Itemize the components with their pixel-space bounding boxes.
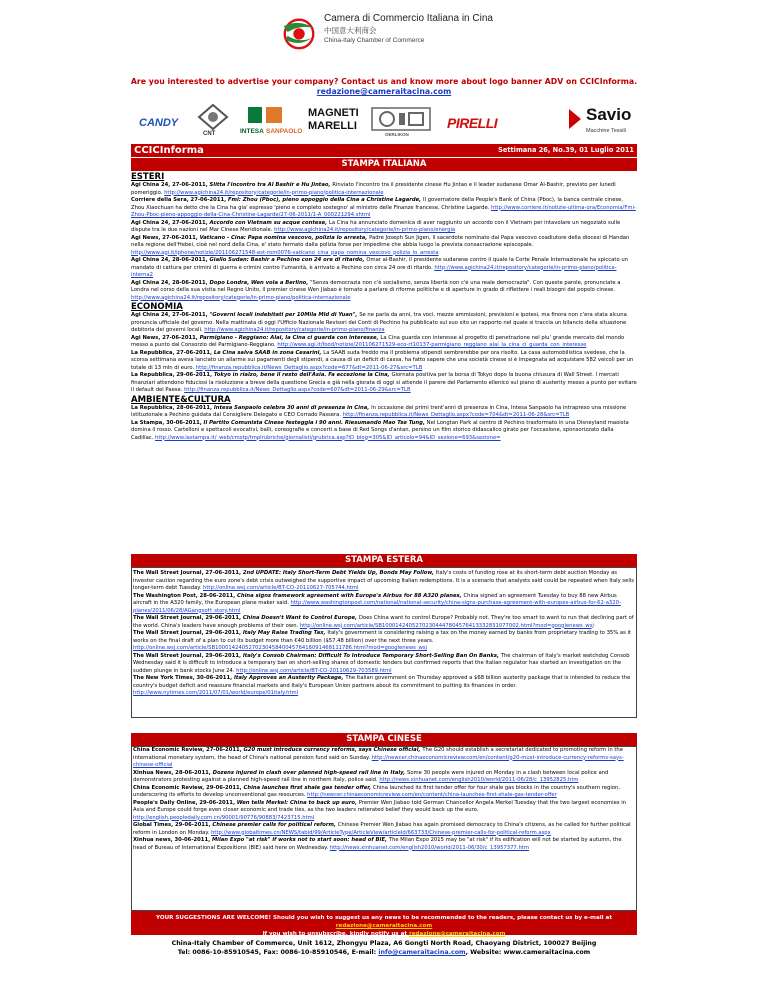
news-headline: Milan Expo "at risk" if works not to start soon: head of BIE, <box>211 837 389 843</box>
sponsor-sanpaolo-logo[interactable]: SANPAOLO <box>266 128 303 135</box>
news-link[interactable]: http://finanza.repubblica.it/News_Dettaglio.aspx?code=704&dt=2011-06-28&src=TLB <box>342 412 570 418</box>
news-summary: "Senza democrazia non c'è socialismo, senza libertà non c'è una reale democrazia". Con queste parole, pronunciate a Londra nel corso della sua visita nel Regno Unito, il premier cinese Wen Jiabao è tornato a parlare di riforme politiche e di aperture in grado di riflettere i reali bisogni del popolo cinese. <box>131 279 621 293</box>
news-item <box>131 335 637 350</box>
news-item <box>133 837 635 852</box>
news-source: Agi China 24, 28-06-2011, <box>131 279 210 286</box>
sponsor-oerlikon-logo-icon <box>371 105 431 135</box>
news-summary: Se ne parla da anni, tra voci, mezze ammissioni, previsioni e ipotesi, ma finora non c'era stata alcuna pronuncia ufficiale del governo. Nella mattinata di oggi l'Ufficio Nazionale Revisori dei Conti di Pechino ha pubblicato sul suo sito un rapporto nel quale si traccia un bilancio della situazione debitoria dei governi locali. <box>131 312 627 333</box>
news-summary: Il governatore della People's Bank of China (Pboc), la banca centrale cinese, Zhou Xiaochuan ha detto che la Cina ha gia' espresso 'pieno e completo sostegno' al ministro delle Finanze francese, Christine Lagarde. <box>131 197 624 211</box>
news-headline: Dozens injured in clash over planned high-speed rail line in Italy, <box>212 769 408 776</box>
news-link[interactable]: http://finanza.repubblica.it/News_Dettaglio.aspx?code=607&dt=2011-06-29&src=TLB <box>184 387 411 393</box>
news-link[interactable]: http://www.agichina24.it/repository/categorie/in-primo-piano/politica-interna2 <box>131 264 617 278</box>
news-summary: Omar al-Bashir, il presidente sudanese contro il quale la Corte Penale Internazionale ha spiccato un mandato di cattura per crimini di guerra e crimini contro l'umanità, è arrivato a Pechino con circa 24 ore di ritardo. <box>131 257 628 271</box>
news-source: La Stampa, 30-06-2011, <box>131 419 204 426</box>
news-item <box>131 280 637 303</box>
newsletter-title: CCICInforma <box>134 145 204 156</box>
adv-notice: Are you interested to advertise your company? Contact us and know more about logo banner ADV on CCICInforma. <box>130 77 638 86</box>
issue-label: Settimana 26, No.39, 01 Luglio 2011 <box>498 146 634 154</box>
cinese-news-block <box>133 747 635 852</box>
news-summary: In occasione dei primi trent'anni di presenza in Cina, Intesa Sanpaolo ha intrapreso una missione istituzionale a Pechino guidata dal Consigliere Delegato e CEO Corrado Passera. <box>131 404 627 418</box>
news-link[interactable]: http://online.wsj.com/article/BT-CO-20110627-705744.html <box>203 585 359 591</box>
news-source: La Repubblica, 27-06-2011, <box>131 349 214 356</box>
news-source: La Repubblica, 28-06-2011, <box>131 404 214 411</box>
subsection-esteri: ESTERI <box>131 172 165 182</box>
news-source: Agi China 24, 27-06-2011, <box>131 219 210 226</box>
news-link[interactable]: http://english.peopledaily.com.cn/90001/90776/90883/7423715.html <box>133 814 315 821</box>
sponsor-savio-subtitle[interactable]: Macchine Tessili <box>586 128 626 134</box>
news-link[interactable]: http://www.globaltimes.cn/NEWS/tabid/99/ArticleType/ArticleView/articleId/663733/Chinese-premier-calls-for-political-reform.aspx <box>211 829 551 836</box>
news-item <box>131 235 637 258</box>
news-item <box>131 312 637 335</box>
news-item <box>131 257 637 280</box>
news-summary: La SAAB suda freddo ma il problema stipendi sembrerebbe per ora risolto. La casa automobilistica svedese, che la scorsa settimana aveva lanciato un allarme sui pagamenti degli stipendi, a causa di un deficit di cassa, ha fatto sapere che una società cinese si è impegnata ad acquistare 582 veicoli per un totale di 13 mln di euro. <box>131 349 634 371</box>
adv-email-link[interactable]: redazione@cameraitacina.com <box>316 87 452 96</box>
news-headline: Italy's Consob Chairman: Difficult To Introduce Temporary Short-Selling Ban On Banks, <box>242 652 501 659</box>
section-stampa-cinese: STAMPA CINESE <box>131 733 637 746</box>
org-name-italian: Camera di Commercio Italiana in Cina <box>324 13 493 24</box>
news-link[interactable]: http://www.agi.it/food/notizie/201106271529-eco-rt10137-parmigiano_reggiano_alai_la_cina_ci_guarda_con_interesse <box>277 342 587 348</box>
chamber-logo-icon <box>280 12 318 52</box>
news-item <box>133 630 635 653</box>
news-headline: Fmi: Zhou (Pboc), pieno appoggio della Cina a Christine Lagarde, <box>227 197 423 203</box>
news-headline: Dopo Londra, Wen vola a Berlino, <box>209 279 311 286</box>
news-headline: Italy Approves an Austerity Package, <box>233 675 346 681</box>
news-summary: The G20 should establish a secretariat dedicated to promoting reform in the international monetary system, the head of China's national pension fund said on Sunday. <box>133 747 623 761</box>
news-summary: The Italian government on Thursday approved a $68 billion austerity package that is intended to reduce the country's budget deficit and reassure financial markets and Italy's European Union partners about its commitment to putting its finances in order. <box>133 675 631 689</box>
sponsor-logos <box>131 101 637 141</box>
suggestions-bar <box>131 911 637 935</box>
news-headline: Giallo Sudan: Bashir a Pechino con 24 ore di ritardo, <box>209 257 367 263</box>
suggestions-text: YOUR SUGGESTIONS ARE WELCOME! Should you wish to suggest us any news to be recommended to the readers, please contact us by e-mail at <box>156 915 612 921</box>
news-item <box>131 182 637 197</box>
news-source: The New York Times, 30-06-2011, <box>133 675 234 681</box>
news-link[interactable]: http://news.xinhuanet.com/english2010/world/2011-06/28/c_13952825.htm <box>379 777 579 783</box>
org-name-english: China-Italy Chamber of Commerce <box>324 36 425 44</box>
sponsor-intesa-logo[interactable]: INTESA <box>240 128 264 135</box>
news-item <box>133 770 635 785</box>
news-link[interactable]: http://www.agichina24.it/repository/categorie/in-primo-piano/politica-internazionale <box>164 189 384 196</box>
news-link[interactable]: http://www.agichina24.it/repository/categorie/in-primo-piano/politica-internazionale <box>131 294 351 301</box>
news-source: Xinhua News, 28-06-2011, <box>133 769 213 776</box>
news-source: Agi China 24, 27-06-2011, <box>131 312 210 318</box>
unsubscribe-text: If you wish to unsubscribe, kindly notify us at <box>262 931 409 937</box>
news-source: Corriere della Sera, 27-06-2011, <box>131 197 228 203</box>
news-headline: Parmigiano - Reggiano: Alai, la Cina ci guarda con interesse, <box>199 334 381 341</box>
news-summary: Some 30 people were injured on Monday in a clash between local police and demonstrators protesting against a planned high-speed rail line in northern Italy, police said. <box>133 769 609 783</box>
news-summary: La Cina guarda con interesse al progetto di penetrazione nel piu' grande mercato del mondo messo a punto dal Consorzio del Parmigiano-Reggiano. <box>131 334 625 348</box>
news-item <box>131 405 637 420</box>
section-stampa-italiana: STAMPA ITALIANA <box>131 158 637 171</box>
news-link[interactable]: http://www.corriere.it/notizie-ultima-ora/Economia/Fmi-Zhou-Pboc-pieno-appoggio-della-Cina-Christine-Lagarde/27-06-2011/1-A_000221294.shtml <box>131 204 636 218</box>
news-headline: Tokyo in rialzo, bene il resto dell'Asia. Fa eccezione la Cina, <box>213 372 392 378</box>
news-source: China Economic Review, 27-06-2011, <box>133 747 244 753</box>
news-summary: Giornata positiva per la borsa di Tokyo dopo la buona chiusura di Wall Street. I mercati finanziari attendono fiduciosi la risoluzione a breve della questione Grecia e già nella giorata di oggi si attende il parere del Parlamento ellenico sul piano di austerity messo a punto per evitare il default del Paese. <box>131 372 637 393</box>
news-headline: Il Partito Comunista Cinese festeggia i 90 anni. Riesumando Mao Tse Tung, <box>203 419 427 426</box>
news-source: People's Daily Online, 29-06-2011, <box>133 799 237 806</box>
news-link[interactable]: http://www.washingtonpost.com/national/national-security/china-signs-purchase-agreement-with-europes-airbus-for-62-a320-planes/2011/06/28/AGangxoH_story.html <box>133 600 621 614</box>
sponsor-cnt-logo-icon <box>197 103 229 131</box>
news-headline: 2nd UPDATE: Italy Short-Term Debt Yields Up, Bonds May Follow, <box>242 570 436 576</box>
news-source: Global Times, 29-06-2011, <box>133 822 213 828</box>
news-item <box>133 593 635 616</box>
contact-details <box>0 949 768 958</box>
news-headline: Intesa Sanpaolo celebra 30 anni di presenza in Cina, <box>213 404 372 411</box>
news-item <box>131 350 637 373</box>
news-headline: Vaticano - Cina: Papa nomina vescovo, polizia lo arresta, <box>199 234 370 241</box>
news-headline: Chinese premier calls for political reform, <box>212 822 338 828</box>
org-name-chinese: 中国意大利商会 <box>324 26 377 35</box>
news-link[interactable]: http://online.wsj.com/article/SB10001424052702304447804576413332831077002.html?mod=googlenews_wsj <box>299 622 594 629</box>
news-item <box>133 653 635 676</box>
contact-email-link[interactable]: info@cameraitacina.com <box>378 949 466 956</box>
news-headline: Italy May Raise Trading Tax, <box>242 630 328 636</box>
news-headline: Wen tells Merkel: China to back up euro, <box>236 799 359 806</box>
news-link[interactable]: http://newcer.chinaeconomicreview.com/en/content/china-launches-first-shale-gas-tender-offer <box>307 792 557 798</box>
sponsor-intesa-mark-icon <box>246 105 286 125</box>
sponsor-marelli-logo[interactable]: MARELLI <box>308 120 357 132</box>
news-summary: La Cina ha annunciato domenica di aver raggiunto un accordo con il Vietnam per intavolare un negoziato sulle dispute tra le due nazioni nel Mar Cinese Meridionale. <box>131 219 621 233</box>
sponsor-oerlikon-label[interactable]: OERLIKON <box>385 132 409 137</box>
news-source: Agi China 24, 27-06-2011, <box>131 182 210 188</box>
news-summary: China launched its first tender offer for four shale gas blocks in the country's southern region, underscoring its efforts to develop unconventional gas resources. <box>133 784 621 798</box>
news-item <box>133 675 635 698</box>
news-summary: Italy's costs of funding rose at its short-term debt auction Monday as investor caution regarding the euro zone's debt crisis outweighed the supportive impact of upcoming Italian redemptions. It is a scenario that analysts said could be repeated when Italy sells longer-term debt Tuesday. <box>133 570 635 591</box>
news-link[interactable]: http://newcer.chinaeconomicreview.com/en/content/g20-must-introduce-currency-reforms-says-chinese-official <box>133 754 624 768</box>
news-item <box>133 800 635 823</box>
news-summary: Italy's government is considering raising a tax on the money earned by banks from proprietary trading to 35% as it works on the final draft of a plan to cut its budget more than €40 billion ($57.48 billion) over the next three years. <box>133 630 632 644</box>
news-summary: Padre Joseph Sun Jigen, il sacerdote nominato dal Papa vescovo coadiutore della diocesi di Handan nella regione dell'Hebei, cioè nel nord della Cina, e' stato fermato dalla polizia forse per impedirne che abbia luogo la prevista consacrazione episcopale. <box>131 234 630 248</box>
news-source: Xinhua news, 30-06-2011, <box>133 837 212 843</box>
sponsor-magneti-logo[interactable]: MAGNETI <box>308 107 359 119</box>
news-summary: The chairman of Italy's market watchdog Consob Wednesday said it is difficult to introduce a temporary ban on short-selling shares of domestic lenders but confirmed reports that the Italian regulator has started an investigation on the sudden plunge in bank stocks June 24. <box>133 652 630 674</box>
news-item <box>131 420 637 443</box>
section-stampa-estera: STAMPA ESTERA <box>131 554 637 567</box>
news-link[interactable]: http://finanza.repubblica.it/News_Dettaglio.aspx?code=677&dt=2011-06-27&src=TLB <box>195 364 423 371</box>
news-headline: Slitta l'incontro tra Al Bashir e Hu Jintao, <box>209 182 333 188</box>
news-summary: China signed an agreement Tuesday to buy 88 new Airbus aircraft in the A320 family, the European plane maker said. <box>133 592 617 606</box>
news-item <box>133 570 635 593</box>
news-summary: Rinviato l'incontro tra il presidente cinese Hu Jintao e il leader sudanese Omar Al-Bashir, previsto per lunedì pomeriggio. <box>131 182 616 196</box>
news-summary: Premier Wen Jiabao told German Chancellor Angela Merkel Tuesday that the two largest economies in Asia and Europe could forge even closer economic and trade ties, as the two leaders reiterated belief they would back up the euro. <box>133 799 626 813</box>
news-item <box>131 220 637 235</box>
news-item <box>131 372 637 395</box>
sponsor-savio-logo[interactable]: Savio <box>586 105 632 124</box>
news-link[interactable]: http://news.xinhuanet.com/english2010/world/2011-06/30/c_13957377.htm <box>329 844 529 851</box>
news-source: The Wall Street Journal, 29-06-2011, <box>133 630 243 636</box>
news-source: China Economic Review, 29-06-2011, <box>133 784 244 791</box>
header <box>280 12 500 66</box>
news-link[interactable]: http://www.agichina24.it/repository/categorie/in-primo-piano/finanza <box>204 327 385 333</box>
subsection-economia: ECONOMIA <box>131 302 183 312</box>
news-link[interactable]: http://online.wsj.com/article/SB10001424052702304584004576416091468111786.html?mod=googlenews_wsj <box>133 645 427 651</box>
news-source: Agi News, 27-06-2011, <box>131 334 200 341</box>
news-headline: G20 must introduce currency reforms, says Chinese official, <box>243 747 423 753</box>
sponsor-pirelli-logo[interactable]: PIRELLI <box>447 115 498 131</box>
sponsor-savio-mark-icon <box>567 107 583 131</box>
news-source: The Washington Post, 28-06-2011, <box>133 592 238 599</box>
news-source: Agi China 24, 28-06-2011, <box>131 257 210 263</box>
news-source: La Repubblica, 29-06-2011, <box>131 372 214 378</box>
news-headline: Accordo con Vietnam su acque contese, <box>209 219 329 226</box>
news-headline: "Governi locali indebitati per 10Mila Mld di Yuan", <box>209 312 360 318</box>
news-item <box>131 197 637 220</box>
estera-news-block <box>133 570 635 698</box>
news-source: The Wall Street Journal, 29-06-2011, <box>133 615 243 621</box>
contact-website-text: , Website: www.cameraitacina.com <box>465 949 591 956</box>
news-item <box>133 785 635 800</box>
subsection-ambiente-cultura: AMBIENTE&CULTURA <box>131 394 231 405</box>
contact-address: China-Italy Chamber of Commerce, Unit 1612, Zhongyu Plaza, A6 Gongti North Road, Chaoyang District, 100027 Beijing <box>171 940 597 947</box>
news-link[interactable]: http://www.nytimes.com/2011/07/01/world/europe/01italy.html <box>133 690 299 696</box>
unsubscribe-email-link[interactable]: redazione@cameraitacina.com <box>408 931 506 937</box>
news-summary: Chinese Premier Wen Jiabao has again promised democracy to China's citizens, as he called for further political reform in London on Monday. <box>133 822 631 836</box>
news-source: The Wall Street Journal, 29-06-2011, <box>133 652 243 659</box>
news-summary: Nel Longtan Park al centro di Pechino trasformato in una Disneyland maoista domina il rosso. Cartelloni e spettacoli evocativi, balli, coreografie e concerti a base di Red Songs d'antan, persino un film storico didascalico girato per l'occasione, sponsorizzato dalla Cadillac. <box>131 419 629 441</box>
news-link[interactable]: http://online.wsj.com/article/BT-CO-20110629-703589.html <box>236 667 392 674</box>
news-link[interactable]: http://www.lastampa.it/_web/cmstp/tmplrubriche/giornalisti/grubrica.asp?ID_blog=305&ID_articolo=94&ID_sezione=693&sezione= <box>155 434 501 441</box>
news-headline: China Doesn't Want to Control Europe, <box>242 615 359 621</box>
news-headline: China signs framework agreement with Europe's Airbus for 88 A320 planes, <box>237 592 464 599</box>
news-item <box>133 747 635 770</box>
sponsor-cnt-logo[interactable]: CNT <box>203 131 216 137</box>
news-source: The Wall Street Journal, 27-06-2011, <box>133 570 243 576</box>
news-item <box>133 615 635 630</box>
news-headline: Le Cina salva SAAB in zona Cesarini, <box>213 349 324 356</box>
news-headline: China launches first shale gas tender offer, <box>243 784 373 791</box>
news-link[interactable]: http://www.agichina24.it/repository/categorie/in-primo-piano/energia <box>274 227 456 233</box>
contact-phone-text: Tel: 0086-10-85910545, Fax: 0086-10-85910546, E-mail: <box>177 949 379 956</box>
newsletter-title-bar <box>131 144 637 157</box>
news-link[interactable]: http://www.agi.it/iphone/notizie/201106271548-est-rom0076-vaticano_cina_papa_nomina_vescovo_polizia_lo_arresta <box>131 249 439 256</box>
sponsor-candy-logo[interactable]: CANDY <box>139 117 179 129</box>
news-summary: The Milan Expo 2015 may be "at risk" if its edification will not be started by autumn, the head of Bureau of International Expositions (BIE) said here on Wednesday. <box>133 837 622 851</box>
news-item <box>133 822 635 837</box>
italiana-news-block <box>131 172 637 442</box>
news-source: Agi News, 27-06-2011, <box>131 234 200 241</box>
suggestions-email-link[interactable]: redazione@cameraitacina.com <box>335 923 433 929</box>
news-summary: Does China want to control Europe? Probably not. They're too smart to want to run that declining part of the world. China's leaders have enough problems of their own. <box>133 615 634 629</box>
